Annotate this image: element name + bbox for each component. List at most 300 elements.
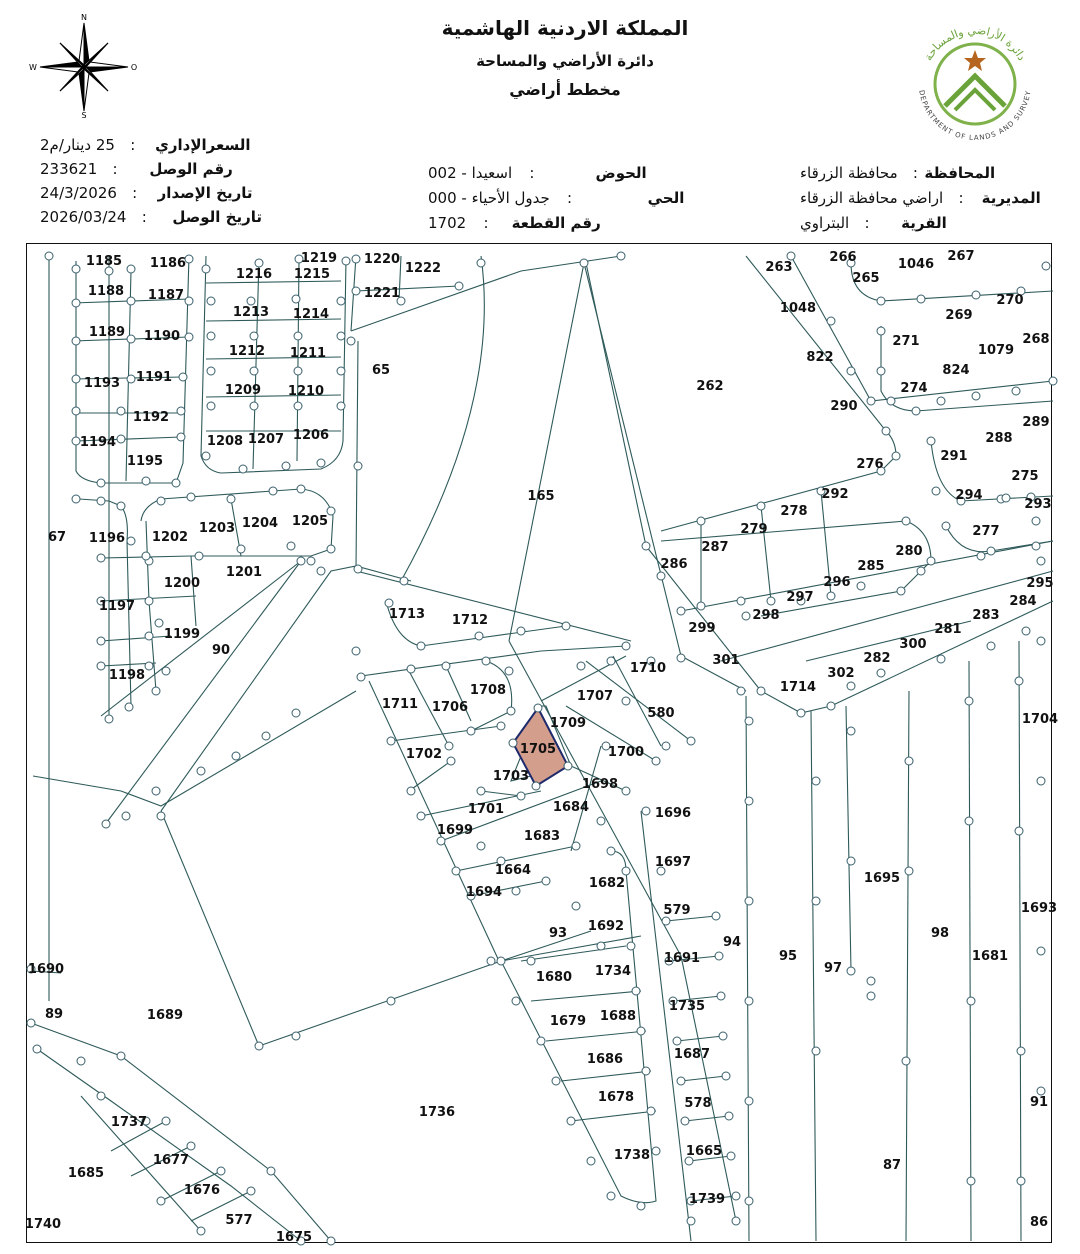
survey-point-icon	[580, 259, 588, 267]
parcel-label: 1692	[587, 919, 625, 934]
survey-point-icon	[317, 459, 325, 467]
survey-point-icon	[27, 1019, 35, 1027]
survey-point-icon	[757, 502, 765, 510]
parcel-label: 301	[712, 653, 740, 668]
survey-point-icon	[292, 709, 300, 717]
survey-point-icon	[97, 637, 105, 645]
survey-point-icon	[327, 545, 335, 553]
survey-point-icon	[467, 727, 475, 735]
survey-point-icon	[269, 487, 277, 495]
survey-point-icon	[867, 992, 875, 1000]
survey-point-icon	[527, 957, 535, 965]
survey-point-icon	[1032, 542, 1040, 550]
survey-point-icon	[687, 737, 695, 745]
parcel-label: 1195	[126, 454, 164, 469]
parcel-label: 1664	[494, 863, 532, 878]
survey-point-icon	[517, 792, 525, 800]
info-district: الحي : جدول الأحياء - 000	[428, 189, 685, 207]
survey-point-icon	[537, 1037, 545, 1045]
survey-point-icon	[250, 402, 258, 410]
survey-point-icon	[247, 297, 255, 305]
parcel-label: 1079	[977, 343, 1015, 358]
survey-point-icon	[745, 1197, 753, 1205]
parcel-label: 262	[696, 379, 724, 394]
parcel-label: 1711	[381, 697, 419, 712]
survey-point-icon	[207, 367, 215, 375]
parcel-label: 1209	[224, 383, 262, 398]
survey-point-icon	[292, 1032, 300, 1040]
survey-point-icon	[1042, 262, 1050, 270]
survey-point-icon	[117, 1052, 125, 1060]
survey-point-icon	[652, 1147, 660, 1155]
survey-point-icon	[337, 332, 345, 340]
parcel-label: 299	[688, 621, 716, 636]
survey-point-icon	[145, 632, 153, 640]
parcel-label: 1714	[779, 680, 817, 695]
survey-point-icon	[327, 507, 335, 515]
parcel-label: 1681	[971, 949, 1009, 964]
parcel-label: 282	[863, 651, 891, 666]
survey-point-icon	[437, 837, 445, 845]
parcel-label: 290	[830, 399, 858, 414]
survey-point-icon	[97, 1092, 105, 1100]
survey-point-icon	[642, 1067, 650, 1075]
parcel-label: 1215	[293, 267, 331, 282]
parcel-label: 1680	[535, 970, 573, 985]
survey-point-icon	[509, 739, 517, 747]
survey-point-icon	[142, 552, 150, 560]
survey-point-icon	[152, 787, 160, 795]
parcel-label: 276	[856, 457, 884, 472]
parcel-label: 1713	[388, 607, 426, 622]
info-basin: الحوض : اسعيدا - 002	[428, 164, 647, 182]
survey-point-icon	[932, 487, 940, 495]
survey-point-icon	[532, 782, 540, 790]
parcel-label: 1202	[151, 530, 189, 545]
parcel-label: 268	[1022, 332, 1050, 347]
survey-point-icon	[185, 333, 193, 341]
parcel-label: 1221	[363, 286, 401, 301]
survey-point-icon	[662, 917, 670, 925]
parcel-label: 1220	[363, 252, 401, 267]
logo-english-text: DEPARTMENT OF LANDS AND SURVEY	[917, 89, 1033, 143]
survey-point-icon	[847, 727, 855, 735]
parcel-label: 1205	[291, 514, 329, 529]
parcel-label: 1677	[152, 1153, 190, 1168]
survey-point-icon	[297, 485, 305, 493]
parcel-label: 1203	[198, 521, 236, 536]
survey-point-icon	[622, 642, 630, 650]
parcel-label: 278	[780, 504, 808, 519]
survey-point-icon	[827, 317, 835, 325]
survey-point-icon	[1032, 517, 1040, 525]
survey-point-icon	[965, 817, 973, 825]
survey-point-icon	[292, 295, 300, 303]
parcel-label: 1192	[132, 410, 170, 425]
survey-point-icon	[642, 542, 650, 550]
survey-point-icon	[187, 493, 195, 501]
parcel-label: 1210	[287, 384, 325, 399]
survey-point-icon	[157, 812, 165, 820]
parcel-label: 1708	[469, 683, 507, 698]
survey-point-icon	[637, 1202, 645, 1210]
survey-point-icon	[282, 462, 290, 470]
parcel-label: 1696	[654, 806, 692, 821]
survey-point-icon	[607, 1192, 615, 1200]
survey-point-icon	[812, 777, 820, 785]
compass-rose-icon	[28, 10, 140, 120]
parcel-label: 90	[211, 643, 231, 658]
compass-s: S	[81, 111, 87, 120]
survey-point-icon	[77, 1057, 85, 1065]
survey-point-icon	[157, 1197, 165, 1205]
survey-point-icon	[507, 707, 515, 715]
survey-point-icon	[385, 599, 393, 607]
survey-point-icon	[725, 1112, 733, 1120]
survey-point-icon	[185, 255, 193, 263]
survey-point-icon	[354, 462, 362, 470]
info-receipt-date: تاريخ الوصل : 2026/03/24	[40, 208, 263, 226]
survey-point-icon	[512, 887, 520, 895]
survey-point-icon	[737, 687, 745, 695]
survey-point-icon	[255, 259, 263, 267]
survey-point-icon	[117, 435, 125, 443]
survey-point-icon	[637, 1027, 645, 1035]
parcel-label: 1678	[597, 1090, 635, 1105]
survey-point-icon	[567, 1117, 575, 1125]
survey-point-icon	[857, 582, 865, 590]
survey-point-icon	[72, 265, 80, 273]
parcel-label: 267	[947, 249, 975, 264]
info-issue-date: تاريخ الإصدار : 24/3/2026	[40, 184, 253, 202]
survey-point-icon	[927, 437, 935, 445]
survey-point-icon	[877, 297, 885, 305]
dls-logo-icon	[905, 14, 1045, 149]
survey-point-icon	[677, 607, 685, 615]
survey-point-icon	[354, 565, 362, 573]
parcel-label: 292	[821, 487, 849, 502]
survey-point-icon	[127, 537, 135, 545]
parcel-label: 293	[1024, 497, 1052, 512]
survey-point-icon	[72, 299, 80, 307]
survey-point-icon	[877, 327, 885, 335]
survey-point-icon	[185, 297, 193, 305]
survey-point-icon	[294, 402, 302, 410]
survey-point-icon	[577, 662, 585, 670]
survey-point-icon	[742, 612, 750, 620]
survey-point-icon	[207, 402, 215, 410]
parcel-label: 281	[934, 622, 962, 637]
parcel-label: 1704	[1021, 712, 1059, 727]
survey-point-icon	[317, 567, 325, 575]
parcel-label: 1683	[523, 829, 561, 844]
parcel-label: 279	[740, 522, 768, 537]
survey-point-icon	[812, 897, 820, 905]
parcel-label: 1676	[183, 1183, 221, 1198]
survey-point-icon	[125, 703, 133, 711]
parcel-label: 89	[44, 1007, 64, 1022]
survey-point-icon	[1015, 677, 1023, 685]
parcel-label: 1201	[225, 565, 263, 580]
logo-arabic-text: دائرة الأراضي والمساحة	[921, 23, 1029, 63]
parcel-label: 1198	[108, 668, 146, 683]
survey-point-icon	[572, 842, 580, 850]
survey-point-icon	[867, 977, 875, 985]
survey-point-icon	[642, 807, 650, 815]
survey-point-icon	[542, 877, 550, 885]
survey-point-icon	[767, 597, 775, 605]
parcel-label: 65	[371, 363, 391, 378]
survey-point-icon	[445, 742, 453, 750]
parcel-label: 285	[857, 559, 885, 574]
survey-point-icon	[965, 697, 973, 705]
parcel-label: 1212	[228, 344, 266, 359]
parcel-label: 91	[1029, 1095, 1049, 1110]
parcel-label: 296	[823, 575, 851, 590]
survey-point-icon	[572, 902, 580, 910]
parcel-label: 263	[765, 260, 793, 275]
survey-point-icon	[987, 642, 995, 650]
parcel-label: 1208	[206, 434, 244, 449]
parcel-label: 280	[895, 544, 923, 559]
survey-point-icon	[197, 1227, 205, 1235]
parcel-label: 1665	[685, 1144, 723, 1159]
parcel-label: 1712	[451, 613, 489, 628]
parcel-label: 265	[852, 271, 880, 286]
survey-point-icon	[297, 557, 305, 565]
parcel-label: 1204	[241, 516, 279, 531]
survey-point-icon	[912, 407, 920, 415]
survey-point-icon	[987, 547, 995, 555]
parcel-label: 1687	[673, 1047, 711, 1062]
parcel-label: 1695	[863, 871, 901, 886]
survey-point-icon	[197, 767, 205, 775]
survey-point-icon	[155, 619, 163, 627]
parcel-label: 270	[996, 293, 1024, 308]
parcel-label: 165	[527, 489, 555, 504]
survey-point-icon	[250, 367, 258, 375]
survey-point-icon	[187, 1142, 195, 1150]
survey-point-icon	[597, 942, 605, 950]
survey-point-icon	[267, 1167, 275, 1175]
survey-point-icon	[127, 335, 135, 343]
parcel-label: 1697	[654, 855, 692, 870]
survey-point-icon	[552, 1077, 560, 1085]
survey-point-icon	[972, 291, 980, 299]
survey-point-icon	[745, 717, 753, 725]
survey-point-icon	[157, 497, 165, 505]
survey-point-icon	[937, 397, 945, 405]
survey-point-icon	[745, 897, 753, 905]
survey-point-icon	[442, 662, 450, 670]
survey-point-icon	[417, 812, 425, 820]
parcel-label: 1739	[688, 1192, 726, 1207]
parcel-label: 1207	[247, 432, 285, 447]
parcel-label: 1682	[588, 876, 626, 891]
survey-point-icon	[727, 1152, 735, 1160]
parcel-label: 266	[829, 250, 857, 265]
survey-point-icon	[847, 857, 855, 865]
survey-point-icon	[255, 1042, 263, 1050]
survey-point-icon	[202, 452, 210, 460]
survey-point-icon	[897, 587, 905, 595]
parcel-label: 1679	[549, 1014, 587, 1029]
survey-point-icon	[732, 1217, 740, 1225]
survey-point-icon	[505, 667, 513, 675]
parcel-label: 86	[1029, 1215, 1049, 1230]
survey-point-icon	[673, 1037, 681, 1045]
parcel-label: 1707	[576, 689, 614, 704]
survey-point-icon	[512, 997, 520, 1005]
survey-point-icon	[877, 669, 885, 677]
survey-point-icon	[587, 1157, 595, 1165]
parcel-label: 824	[942, 363, 970, 378]
survey-point-icon	[407, 787, 415, 795]
parcel-label: 1186	[149, 256, 187, 271]
survey-point-icon	[337, 297, 345, 305]
parcel-label: 1048	[779, 301, 817, 316]
parcel-label: 1193	[83, 376, 121, 391]
header-department: دائرة الأراضي والمساحة	[476, 52, 654, 70]
survey-point-icon	[239, 465, 247, 473]
info-receipt-number: رقم الوصل : 233621	[40, 160, 233, 178]
survey-point-icon	[534, 704, 542, 712]
parcel-label: 1703	[492, 769, 530, 784]
survey-point-icon	[72, 437, 80, 445]
survey-point-icon	[1037, 947, 1045, 955]
parcel-label: 1686	[586, 1052, 624, 1067]
parcel-label: 300	[899, 637, 927, 652]
survey-point-icon	[227, 495, 235, 503]
parcel-label: 297	[786, 590, 814, 605]
survey-point-icon	[45, 252, 53, 260]
survey-point-icon	[887, 397, 895, 405]
parcel-label: 286	[660, 557, 688, 572]
parcel-label: 1219	[300, 251, 338, 266]
parcel-label: 1701	[467, 802, 505, 817]
survey-point-icon	[607, 657, 615, 665]
survey-point-icon	[400, 577, 408, 585]
parcel-label: 97	[823, 961, 843, 976]
parcel-label: 1737	[110, 1115, 148, 1130]
survey-point-icon	[812, 1047, 820, 1055]
survey-point-icon	[179, 373, 187, 381]
survey-point-icon	[622, 787, 630, 795]
survey-point-icon	[477, 787, 485, 795]
survey-point-icon	[294, 367, 302, 375]
survey-point-icon	[97, 554, 105, 562]
parcel-label: 271	[892, 334, 920, 349]
parcel-label: 1690	[27, 962, 65, 977]
survey-point-icon	[127, 265, 135, 273]
parcel-label: 1709	[549, 716, 587, 731]
parcel-label: 1694	[465, 885, 503, 900]
parcel-label: 1702	[405, 747, 443, 762]
parcel-label: 580	[647, 706, 675, 721]
survey-point-icon	[352, 255, 360, 263]
survey-point-icon	[797, 709, 805, 717]
survey-point-icon	[847, 367, 855, 375]
survey-point-icon	[917, 567, 925, 575]
survey-point-icon	[497, 957, 505, 965]
survey-point-icon	[827, 592, 835, 600]
info-admin-price: السعرالإداري : 25 دينار/م2	[40, 136, 251, 154]
survey-point-icon	[97, 497, 105, 505]
survey-point-icon	[905, 867, 913, 875]
parcel-label: 287	[701, 540, 729, 555]
survey-point-icon	[757, 687, 765, 695]
survey-point-icon	[232, 752, 240, 760]
survey-point-icon	[455, 282, 463, 290]
survey-point-icon	[287, 542, 295, 550]
survey-point-icon	[1002, 494, 1010, 502]
survey-point-icon	[972, 392, 980, 400]
parcel-label: 1188	[87, 284, 125, 299]
survey-point-icon	[902, 1057, 910, 1065]
parcel-label: 1194	[79, 435, 117, 450]
survey-point-icon	[72, 407, 80, 415]
parcel-label: 283	[972, 608, 1000, 623]
parcel-label: 1698	[581, 777, 619, 792]
survey-point-icon	[967, 997, 975, 1005]
parcel-label: 1684	[552, 800, 590, 815]
survey-point-icon	[207, 297, 215, 305]
survey-point-icon	[662, 742, 670, 750]
header-doc-type: مخطط أراضي	[509, 80, 621, 99]
parcel-label: 87	[882, 1158, 902, 1173]
survey-point-icon	[719, 1032, 727, 1040]
survey-point-icon	[632, 987, 640, 995]
parcel-label: 1211	[289, 346, 327, 361]
survey-point-icon	[732, 1192, 740, 1200]
parcel-label: 98	[930, 926, 950, 941]
parcel-label: 1197	[98, 599, 136, 614]
parcel-label: 277	[972, 524, 1000, 539]
parcel-label: 1706	[431, 700, 469, 715]
survey-point-icon	[877, 367, 885, 375]
parcel-label: 1190	[143, 329, 181, 344]
parcel-label: 1734	[594, 964, 632, 979]
survey-point-icon	[202, 265, 210, 273]
survey-point-icon	[942, 522, 950, 530]
survey-point-icon	[517, 627, 525, 635]
parcel-label: 1185	[85, 254, 123, 269]
survey-point-icon	[337, 402, 345, 410]
survey-point-icon	[927, 557, 935, 565]
survey-point-icon	[622, 867, 630, 875]
parcel-label: 578	[684, 1096, 712, 1111]
cadastral-map[interactable]	[24, 243, 1059, 1245]
survey-point-icon	[647, 1107, 655, 1115]
parcel-label: 1710	[629, 661, 667, 676]
survey-point-icon	[127, 375, 135, 383]
survey-point-icon	[387, 737, 395, 745]
parcel-label: 288	[985, 431, 1013, 446]
survey-point-icon	[407, 665, 415, 673]
parcel-label: 1216	[235, 267, 273, 282]
survey-point-icon	[677, 654, 685, 662]
parcel-label: 1189	[88, 325, 126, 340]
compass-n: N	[81, 13, 87, 22]
parcel-label: 274	[900, 381, 928, 396]
survey-point-icon	[102, 820, 110, 828]
survey-point-icon	[152, 687, 160, 695]
survey-point-icon	[447, 757, 455, 765]
parcel-label: 295	[1026, 576, 1054, 591]
parcel-label: 1675	[275, 1230, 313, 1245]
parcel-label: 67	[47, 530, 67, 545]
parcel-label: 298	[752, 608, 780, 623]
